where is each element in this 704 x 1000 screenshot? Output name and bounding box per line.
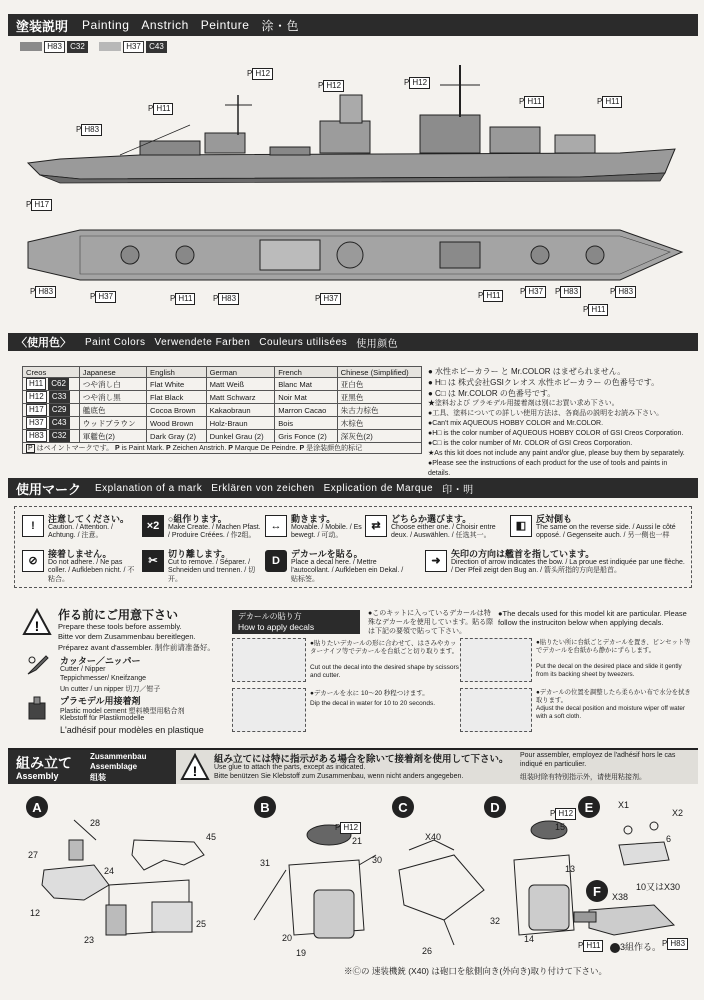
swap-arrows-icon: ⇄ (365, 515, 387, 537)
cell-chinese: 深灰色(2) (337, 430, 421, 443)
part-number: 6 (666, 834, 672, 844)
tool2-line: Plastic model cement 塑料模型用粘合剂 (60, 708, 185, 715)
painting-title-fr: Peinture (200, 18, 250, 32)
callout-top-8: P H83 (555, 286, 581, 298)
painting-header (8, 14, 698, 36)
before-line: Bitte vor dem Zusammenbau bereitlegen. (58, 632, 196, 641)
step-d-paint: P H12 (550, 808, 576, 820)
callout-top-7: P H37 (520, 286, 546, 298)
table-row (23, 430, 422, 443)
cell-french: Gris Fonce (2) (275, 430, 337, 443)
assembly-title-jp: 組み立て (16, 755, 72, 771)
cutter-nipper-icon (26, 654, 50, 676)
cell-chinese: 朱古力棕色 (337, 404, 421, 417)
reverse-side-icon: ◧ (510, 515, 532, 537)
callout-top-4: P H83 (213, 293, 239, 305)
before-line: Préparez avant d'assembler. 制作前请准备好。 (58, 643, 215, 652)
callout-profile-5: P H11 (519, 96, 544, 108)
note-line: ●Please see the instructions of each product for the use of tools and paints in details. (428, 460, 668, 477)
no-glue-icon: ⊘ (22, 550, 44, 572)
part-number: 28 (90, 818, 101, 828)
mark-title: 切り離します。 (168, 549, 231, 559)
paint-mark-icon: P (28, 445, 33, 452)
creos-c-code: C29 (49, 404, 70, 416)
header-english: English (147, 367, 207, 378)
assembly-warning-de: Bitte benützen Sie Klebstoff zum Zusammenbau, wenn nicht anders angegeben. (214, 773, 464, 780)
painting-title-jp: 塗装説明 (16, 18, 69, 34)
note-line: ● C□ は Mr.COLOR の色番号です。 (428, 389, 556, 398)
assembly-label-block (8, 750, 176, 784)
part-number: 45 (206, 832, 217, 842)
cell-japanese: ウッドブラウン (79, 417, 146, 430)
repeat-icon (610, 943, 620, 953)
decals-title-jp: デカールの貼り方 (238, 612, 302, 621)
callout-profile-3: P H12 (404, 77, 430, 89)
assembly-warning-jp: 組み立てには特に指示がある場合を除いて接着剤を使用して下さい。 (214, 754, 509, 765)
header-german: German (206, 367, 275, 378)
warning-icon (22, 608, 52, 640)
mark-desc: Place a decal here. / Mettre l'autocollant. / Aufkleben ein Dekal. / 贴标签。 (291, 558, 404, 583)
part-number: 31 (260, 858, 271, 868)
part-number: X40 (425, 832, 442, 842)
mark-decal (265, 550, 410, 584)
tool1-line: Teppichmesser/ Kneifzange (60, 675, 146, 682)
assembly-warning-fr: Pour assembler, employez de l'adhésif hors le cas indiqué en particulier. (520, 752, 676, 768)
part-number: 21 (352, 836, 363, 846)
callout-top-2: P H37 (90, 291, 116, 303)
mark-desc: Movable. / Mobile. / Es bewegt. / 可动。 (291, 523, 362, 539)
callout-profile-4: P H11 (148, 103, 173, 115)
cell-chinese: 亚黑色 (337, 391, 421, 404)
part-number: X1 (618, 800, 630, 810)
before-line: Prepare these tools before assembly. (58, 622, 182, 631)
mark-desc: Direction of arrow indicates the bow. / La proue est indiquée par une flèche. / Der Pfeil zeigt den Bug an. / 箭头所指的方向是船首。 (451, 558, 685, 574)
callout-profile-6: P H83 (76, 124, 102, 136)
ship-top-view (20, 222, 690, 292)
ship-side-profile (20, 55, 690, 200)
table-row (23, 378, 422, 391)
paint-mark-fr: Marque De Peindre. (234, 445, 298, 452)
part-number: 23 (84, 935, 95, 945)
mark-bow-direction (425, 550, 687, 576)
part-number: 14 (524, 934, 535, 944)
part-number: 20 (282, 933, 293, 943)
mark-desc: Cut to remove. / Séparer. / Schneiden und trennen. / 切开。 (168, 558, 256, 583)
decal-step-3-image (460, 638, 532, 682)
paint-colors-header (8, 333, 698, 351)
callout-top-1: P H83 (30, 286, 56, 298)
callout-profile-7: P H11 (597, 96, 622, 108)
creos-h-code: H83 (26, 430, 47, 442)
step-f-make-note: 3組作る。 (610, 940, 661, 953)
assembly-title-fr: Assemblage (90, 762, 138, 771)
tool2-line: Klebstoff für Plastikmodelle (60, 715, 145, 722)
marks-title-en: Explanation of a mark (95, 482, 203, 494)
mark-no-glue (22, 550, 140, 584)
decal-step-1-image (232, 638, 306, 682)
paint-mark-en: is Paint Mark. (121, 445, 165, 452)
legend-code-4: C43 (146, 41, 167, 53)
legend-code-1: H83 (44, 41, 65, 53)
header-creos: Creos (23, 367, 80, 378)
legend-code-3: H37 (123, 41, 144, 53)
callout-profile-2: P H12 (318, 80, 344, 92)
mark-title: 注意してください。 (48, 514, 130, 524)
part-number: 15 (555, 822, 566, 832)
cell-japanese: 艦底色 (79, 404, 146, 417)
mark-make-two (142, 515, 262, 541)
step-f-paint-1: P H11 (578, 940, 603, 952)
painting-title-cn: 涂・色 (261, 18, 299, 33)
cell-chinese: 木棕色 (337, 417, 421, 430)
decal-step-1-en: Cut out the decal into the desired shape by scissors and cutter. (310, 664, 459, 679)
decals-intro-en: ●The decals used for this model kit are particular. Please follow the instruciton below when applying decals. (498, 609, 687, 627)
colors-title-jp: 〈使用色〉 (16, 337, 71, 349)
colors-title-fr: Couleurs utilisées (259, 336, 348, 348)
creos-c-code: C33 (49, 391, 70, 403)
note-line: ● 水性ホビーカラー と Mr.COLOR はまぜられません。 (428, 367, 626, 376)
warning-icon (180, 753, 210, 785)
painting-title-en: Painting (82, 18, 130, 32)
mark-title: 矢印の方向は艦首を指しています。 (451, 549, 595, 559)
part-number: 30 (372, 855, 383, 865)
assembly-warning-en: Use glue to attach the parts, except as indicated. (214, 764, 366, 771)
table-row (23, 404, 422, 417)
callout-top-9: P H83 (610, 286, 636, 298)
cell-french: Bois (275, 417, 337, 430)
cement-bottle-icon (26, 695, 48, 721)
header-chinese: Chinese (Simplified) (337, 367, 421, 378)
mark-title: 接着しません。 (48, 549, 112, 559)
part-number: 25 (196, 919, 207, 929)
cell-japanese: つや消し白 (79, 378, 146, 391)
marks-title-de: Erklären von zeichen (211, 482, 315, 494)
times-two-icon: ×2 (142, 515, 164, 537)
creos-c-code: C32 (49, 430, 70, 442)
decal-icon: D (265, 550, 287, 572)
tool2-title: プラモデル用接着剤 (60, 696, 141, 706)
mark-title: 反対側も (536, 514, 573, 524)
colors-title-de: Verwendete Farben (154, 336, 251, 348)
decal-step-2-en: Dip the decal in water for 10 to 20 seconds. (310, 700, 436, 707)
cell-english: Flat Black (147, 391, 207, 404)
mark-desc: Caution. / Attention. / Achtung. / 注意。 (48, 523, 113, 539)
svg-text:!: ! (34, 618, 40, 634)
callout-profile-1: P H12 (247, 68, 273, 80)
decals-intro-jp: ●このキットに入っているデカールは特殊なデカールを使用しています。貼る際は下記の要領で貼って下さい。 (368, 610, 494, 635)
cell-chinese: 亚白色 (337, 378, 421, 391)
note-line: ●工具、塗料についての詳しい使用方法は、各商品の説明をお読み下さい。 (428, 410, 664, 417)
note-line: ★As this kit does not include any paint and/or glue, please buy them by separately. (428, 450, 685, 457)
cut-icon: ✂ (142, 550, 164, 572)
double-arrow-icon: ↔ (265, 515, 287, 537)
creos-h-code: H37 (26, 417, 47, 429)
assembly-header (8, 748, 698, 784)
creos-c-code: C62 (48, 378, 69, 390)
cell-german: Holz-Braun (206, 417, 275, 430)
part-number: 12 (30, 908, 41, 918)
part-number: X38 (612, 892, 629, 902)
note-line: ●Can't mix AQUEOUS HOBBY COLOR and Mr.COLOR. (428, 420, 604, 427)
cell-german: Kakaobraun (206, 404, 275, 417)
part-number: 26 (422, 946, 433, 956)
step-f-note: 10又はX30 (636, 882, 681, 892)
marks-title-jp: 使用マーク (16, 481, 82, 497)
decal-step-3-jp: ●貼りたい所に台紙ごとデカールを置き、ピンセット等でデカールを台紙から静かにずらします。 (536, 639, 691, 654)
decal-step-2-image (232, 688, 306, 732)
tool1-title: カッター／ニッパー (60, 656, 141, 666)
before-title: 作る前にご用意下さい (58, 608, 179, 622)
paint-notes (428, 366, 690, 479)
note-line: ●H□ is the color number of AQUEOUS HOBBY COLOR of GSI Creos Corporation. (428, 430, 684, 437)
tool1-line: Cutter / Nipper (60, 666, 106, 673)
decals-title-box (232, 610, 360, 634)
paint-mark-footer-row: P はペイントマークです。 P is Paint Mark. P Zeichen Anstrich. P Marque De Peindre. P 是涂装颜色的标记 (23, 443, 422, 454)
callout-profile-8: P H17 (26, 199, 52, 211)
callout-top-3: P H11 (170, 293, 195, 305)
cell-german: Matt Weiß (206, 378, 275, 391)
header-french: French (275, 367, 337, 378)
part-number: 32 (490, 916, 501, 926)
cell-german: Dunkel Grau (2) (206, 430, 275, 443)
legend-code-2: C32 (67, 41, 88, 53)
cell-english: Flat White (147, 378, 207, 391)
assembly-warning-cn: 组装时除有特别指示外，请使用粘接剂。 (520, 774, 646, 781)
header-japanese: Japanese (79, 367, 146, 378)
creos-h-code: H17 (26, 404, 47, 416)
painting-legend (20, 41, 167, 53)
mark-caution (22, 515, 140, 541)
svg-text:!: ! (192, 763, 198, 779)
legend-swatch-dark (20, 42, 42, 51)
decal-step-3-en: Put the decal on the desired place and slide it gently from its backing sheet by tweezers. (536, 663, 682, 678)
mark-movable (265, 515, 365, 541)
cell-french: Blanc Mat (275, 378, 337, 391)
mark-title: 動きます。 (291, 514, 336, 524)
creos-h-code: H12 (26, 391, 47, 403)
table-header-row (23, 367, 422, 378)
mark-desc: Do not adhere. / Ne pas coller. / Aufkleben nicht. / 不粘合。 (48, 558, 135, 583)
mark-desc: Make Create. / Machen Pfast. / Produire Créées. / 作2组。 (168, 523, 261, 539)
decal-step-4-en: Adjust the decal position and moisture wiper off water with a soft cloth. (536, 705, 685, 720)
marks-title-fr: Explication de Marque (323, 482, 434, 494)
painting-title-de: Anstrich (141, 18, 189, 32)
decal-step-4-jp: ●デカールの位置を調整したら柔らかい布で水分を拭き取ります。 (536, 689, 691, 704)
mark-reverse-side (510, 515, 688, 541)
step-e-marker: E (578, 796, 600, 818)
decals-title-en: How to apply decals (238, 622, 315, 632)
assembly-title-de: Zusammenbau (90, 752, 147, 761)
paint-mark-de: Zeichen Anstrich. (172, 445, 227, 452)
part-number: 13 (565, 864, 576, 874)
creos-c-code: C43 (49, 417, 70, 429)
paint-color-table (22, 366, 422, 454)
part-number: 19 (296, 948, 307, 958)
marks-title-cn: 印・明 (442, 484, 474, 496)
decal-step-4-image (460, 688, 532, 732)
step-b-paint: P H12 (335, 822, 361, 834)
creos-h-code: H11 (26, 378, 46, 390)
step-a-marker: A (26, 796, 48, 818)
cell-japanese: つや消し黒 (79, 391, 146, 404)
table-row (23, 391, 422, 404)
note-line: ★塗料および プラモデル用接着剤は別にお買い求め下さい。 (428, 400, 619, 407)
mark-choose (365, 515, 505, 541)
mark-desc: Choose either one. / Choisir entre deux. / Auswählen. / 任选其一。 (391, 523, 496, 539)
part-number: 24 (104, 866, 115, 876)
note-line: ●C□ is the color number of Mr. COLOR of GSI Creos Corporation. (428, 440, 633, 447)
decal-step-2-jp: ●デカールを水に 10～20 秒程つけます。 (310, 690, 429, 697)
step-b-marker: B (254, 796, 276, 818)
decal-step-1-jp: ●貼りたいデカールの形に合わせて、はさみやカッターナイフ等でデカールを台紙ごと切り取ります。 (310, 640, 459, 655)
step-f-marker: F (586, 880, 608, 902)
callout-top-5: P H37 (315, 293, 341, 305)
callout-top-10: P H11 (583, 304, 608, 316)
step-d-marker: D (484, 796, 506, 818)
step-f-paint-2: P H83 (662, 938, 688, 950)
mark-title: デカールを貼る。 (291, 549, 363, 559)
note-line: ● H□ は 株式会社GSIクレオス 水性ホビーカラー の色番号です。 (428, 378, 660, 387)
legend-swatch-light (99, 42, 121, 51)
callout-top-6: P H11 (478, 290, 503, 302)
mark-title: どちらか選びます。 (391, 514, 472, 524)
warning-icon: ! (22, 515, 44, 537)
marks-header (8, 478, 698, 498)
cell-french: Noir Mat (275, 391, 337, 404)
paint-mark-cn: 是涂装颜色的标记 (306, 445, 363, 452)
cell-japanese: 軍艦色(2) (79, 430, 146, 443)
assembly-title-cn: 组装 (90, 773, 106, 782)
part-number: 27 (28, 850, 39, 860)
cell-english: Wood Brown (147, 417, 207, 430)
cell-french: Marron Cacao (275, 404, 337, 417)
cell-german: Matt Schwarz (206, 391, 275, 404)
colors-title-cn: 使用颜色 (356, 338, 399, 350)
assembly-footer-note: ※Ⓒの 速装機銃 (X40) は砲口を舷側向き(外向き)取り付けて下さい。 (344, 966, 608, 976)
cell-english: Cocoa Brown (147, 404, 207, 417)
tool2-line: L'adhésif pour modèles en plastique (60, 725, 204, 735)
paint-mark-jp: はペイントマークです。 (36, 445, 114, 452)
bow-arrow-icon: ➜ (425, 550, 447, 572)
mark-desc: The same on the reverse side. / Aussi le côté opposé. / Gegenseite auch. / 另一侧也一样 (536, 523, 676, 539)
mark-title: ○組作ります。 (168, 514, 227, 524)
mark-cut (142, 550, 262, 584)
tool1-line: Un cutter / un nipper 切刀／钳子 (60, 686, 161, 693)
part-number: X2 (672, 808, 684, 818)
table-row (23, 417, 422, 430)
cell-english: Dark Gray (2) (147, 430, 207, 443)
step-c-marker: C (392, 796, 414, 818)
assembly-title-en: Assembly (16, 771, 59, 781)
colors-title-en: Paint Colors (85, 336, 146, 348)
